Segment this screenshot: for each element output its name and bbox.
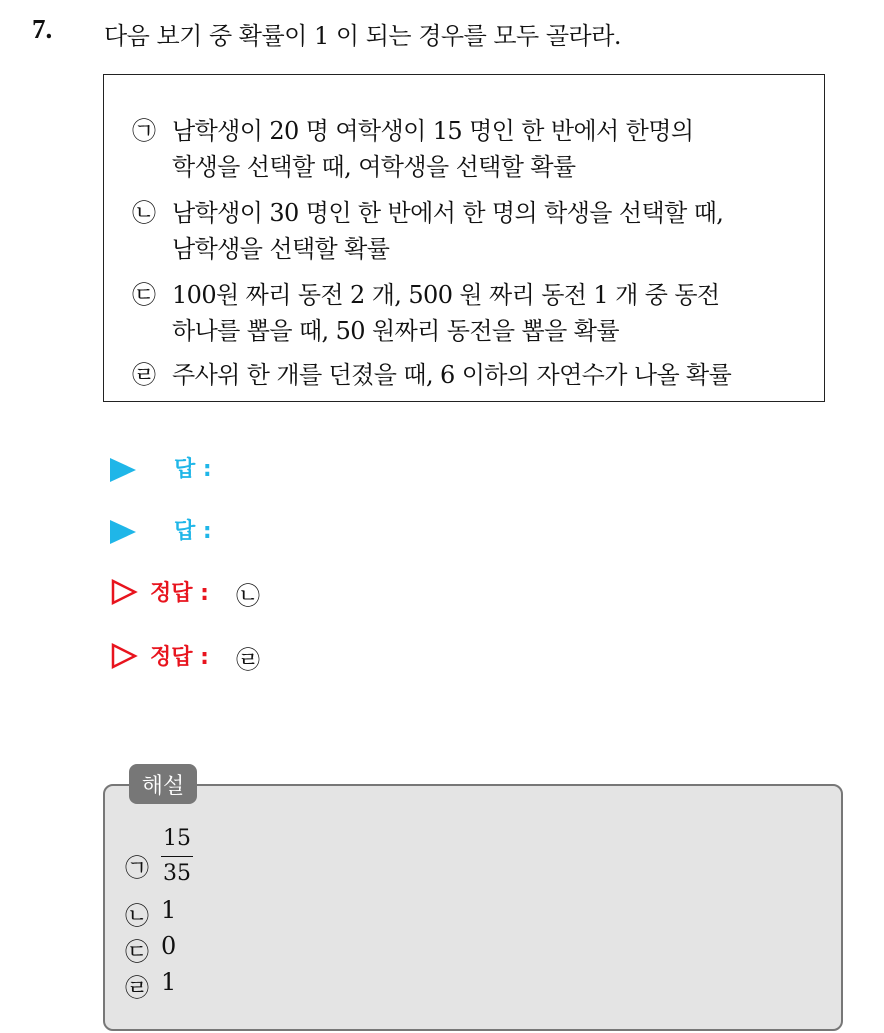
correct-answer-label: 정답 :	[150, 645, 209, 670]
solution-value: 1	[161, 896, 177, 924]
fraction-denominator: 35	[163, 861, 191, 886]
filled-triangle-icon	[110, 458, 136, 482]
choice-marker: ㉢	[132, 281, 156, 309]
choice-line: 학생을 선택할 때, 여학생을 선택할 확률	[172, 153, 576, 181]
question-number: 7.	[32, 14, 53, 44]
solution-marker: ㉣	[125, 974, 149, 1002]
correct-answer-label: 정답 :	[150, 581, 209, 606]
solution-marker: ㉠	[125, 854, 149, 882]
solution-value: 0	[161, 932, 177, 960]
choice-line: 남학생이 30 명인 한 반에서 한 명의 학생을 선택할 때,	[172, 199, 724, 227]
outline-triangle-icon	[110, 642, 138, 670]
solution-tag: 해설	[129, 764, 197, 804]
answer-label: 답 :	[174, 457, 212, 482]
correct-answer-value: ㉣	[236, 646, 260, 674]
choice-marker: ㉠	[132, 117, 156, 145]
fraction	[161, 826, 193, 887]
choice-line: 남학생을 선택할 확률	[172, 235, 390, 263]
choices-box	[103, 74, 825, 402]
solution-value: 1	[161, 968, 177, 996]
choice-line: 남학생이 20 명 여학생이 15 명인 한 반에서 한명의	[172, 117, 694, 145]
correct-answer-value: ㉡	[236, 582, 260, 610]
choice-marker: ㉡	[132, 199, 156, 227]
choice-line: 100원 짜리 동전 2 개, 500 원 짜리 동전 1 개 중 동전	[172, 281, 720, 309]
filled-triangle-icon	[110, 520, 136, 544]
solution-marker: ㉡	[125, 902, 149, 930]
choice-marker: ㉣	[132, 361, 156, 389]
answer-label: 답 :	[174, 519, 212, 544]
fraction-numerator: 15	[163, 826, 191, 851]
solution-marker: ㉢	[125, 938, 149, 966]
choice-line: 하나를 뽑을 때, 50 원짜리 동전을 뽑을 확률	[172, 317, 619, 345]
fraction-bar	[161, 856, 193, 857]
outline-triangle-icon	[110, 578, 138, 606]
solution-box	[103, 784, 843, 1031]
choice-line: 주사위 한 개를 던졌을 때, 6 이하의 자연수가 나올 확률	[172, 361, 732, 389]
question-text: 다음 보기 중 확률이 1 이 되는 경우를 모두 골라라.	[104, 22, 622, 50]
